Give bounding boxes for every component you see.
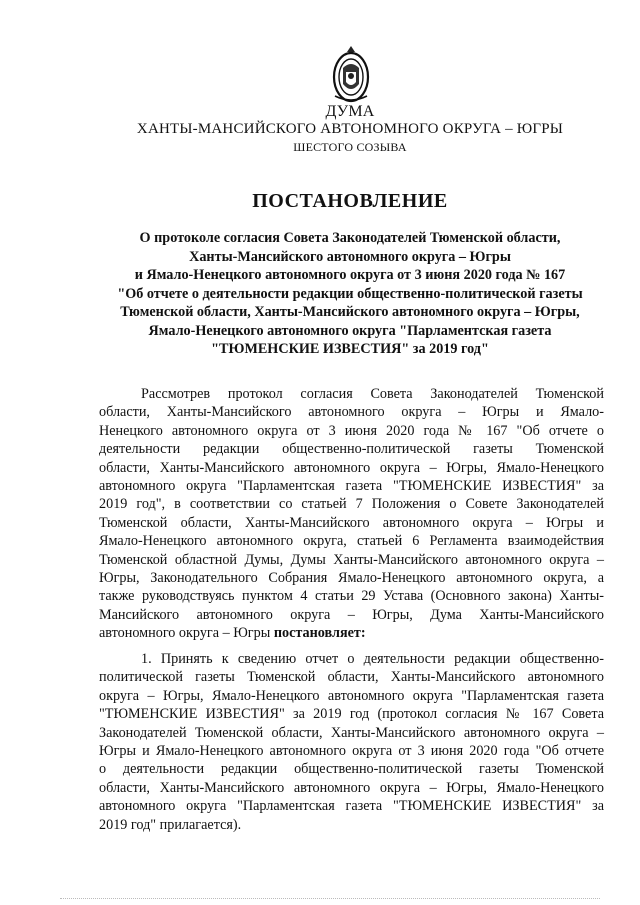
paragraph-line: "ТЮМЕНСКИЕ ИЗВЕСТИЯ" за 2019 год (протокол согласия № 167 Совета xyxy=(99,706,604,723)
region-name: ХАНТЫ-МАНСИЙСКОГО АВТОНОМНОГО ОКРУГА – ЮГРЫ xyxy=(136,121,564,137)
paragraph-line: Рассмотрев протокол согласия Совета Законодателей Тюменской xyxy=(141,386,604,402)
paragraph-line: 1. Принять к сведению отчет о деятельности редакции общественно- xyxy=(141,651,604,667)
paragraph-last-line xyxy=(99,624,604,642)
resolution-keyword: постановляет: xyxy=(273,625,366,642)
subject-line: и Ямало-Ненецкого автономного округа от 3 июня 2020 года № 167 xyxy=(134,267,566,283)
paragraph-line: о деятельности редакции общественно-политической газеты Тюменской xyxy=(99,761,604,778)
convocation: ШЕСТОГО СОЗЫВА xyxy=(293,140,407,154)
paragraph-line: Ненецкого автономного округа от 3 июня 2020 года № 167 "Об отчете о xyxy=(99,422,604,439)
paragraph-line: политической газеты Тюменской области, Ханты-Мансийского автономного xyxy=(99,669,604,686)
subject-line: Тюменской области, Ханты-Мансийского автономного округа – Югры, xyxy=(120,304,580,320)
paragraph-line: Законодателей Тюменской области, Ханты-Мансийского автономного округа – xyxy=(99,724,604,741)
paragraph-line: Ямало-Ненецкого автономного округа, статьей 6 Регламента взаимодействия xyxy=(99,533,604,550)
document-subject xyxy=(100,229,600,359)
paragraph-line: Мансийского автономного округа – Югры, Дума Ханты-Мансийского xyxy=(99,606,604,623)
subject-line: Ямало-Ненецкого автономного округа "Парламентская газета xyxy=(148,322,552,339)
paragraph-line: также руководствуясь пунктом 4 статьи 29 Устава (Основного закона) Ханты- xyxy=(99,588,604,605)
council-name: ДУМА xyxy=(325,103,375,120)
paragraph-line: области, Ханты-Мансийского автономного округа – Югры, Ямало-Ненецкого xyxy=(99,779,604,796)
subject-line: "ТЮМЕНСКИЕ ИЗВЕСТИЯ" за 2019 год" xyxy=(211,341,489,357)
paragraph-line: Тюменской областной Думы, Думы Ханты-Мансийского автономного округа – xyxy=(99,551,604,568)
paragraph-line: области, Ханты-Мансийского автономного округа – Югры, Ямало-Ненецкого xyxy=(99,459,604,476)
paragraph-line: Югры и Ямало-Ненецкого автономного округа от 3 июня 2020 года "Об отчете xyxy=(99,742,604,759)
paragraph-line: Тюменской области, Ханты-Мансийского автономного округа – Югры и xyxy=(99,514,604,531)
subject-line: Ханты-Мансийского автономного округа – Югры xyxy=(189,248,511,265)
coat-of-arms-icon xyxy=(325,44,377,104)
paragraph-line: автономного округа "Парламентская газета "ТЮМЕНСКИЕ ИЗВЕСТИЯ" за xyxy=(99,477,604,494)
paragraph-line: автономного округа "Парламентская газета "ТЮМЕНСКИЕ ИЗВЕСТИЯ" за xyxy=(99,798,604,815)
paragraph-line: 2019 год" прилагается). xyxy=(99,816,242,833)
subject-line: "Об отчете о деятельности редакции общественно-политической газеты xyxy=(117,285,583,302)
paragraph-line: 2019 год", в соответствии со статьей 7 Положения о Совете Законодателей xyxy=(99,496,604,513)
paragraph-line: области, Ханты-Мансийского автономного округа – Югры и Ямало- xyxy=(99,404,604,421)
paragraph-line-text: автономного округа – Югры xyxy=(99,625,271,642)
paragraph-line: Югры, Законодательного Собрания Ямало-Ненецкого автономного округа, а xyxy=(99,569,604,586)
preamble-paragraph xyxy=(99,385,604,642)
paragraph-line: округа – Югры, Ямало-Ненецкого автономного округа "Парламентская газета xyxy=(99,687,604,704)
paragraph-line: деятельности редакции общественно-политической газеты Тюменской xyxy=(99,441,604,458)
document-type-title: ПОСТАНОВЛЕНИЕ xyxy=(252,190,448,212)
page-bottom-rule xyxy=(60,898,600,899)
item-1-paragraph xyxy=(99,650,604,834)
subject-line: О протоколе согласия Совета Законодателей Тюменской области, xyxy=(139,230,561,246)
